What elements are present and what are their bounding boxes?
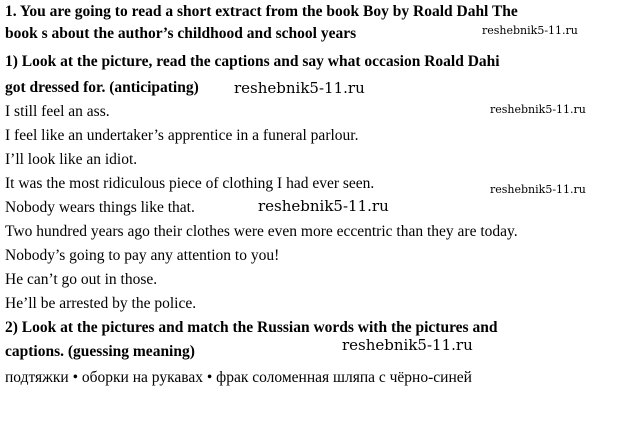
caption-4: It was the most ridiculous piece of clothing I had ever seen. [5, 175, 375, 192]
russian-words-line: подтяжки • оборки на рукавах • фрак соломенная шляпа с чёрно-синей [5, 369, 472, 386]
task1-line1: 1) Look at the picture, read the captions and say what occasion Roald Dahi [5, 53, 500, 70]
caption-9: He’ll be arrested by the police. [5, 295, 197, 312]
watermark: reshebnik5-11.ru [482, 24, 578, 37]
caption-2: I feel like an undertaker’s apprentice in a funeral parlour. [5, 127, 359, 144]
section1-heading-line2: book s about the author’s childhood and school years [5, 25, 357, 42]
section1-heading-line1: 1. You are going to read a short extract from the book Boy by Roald Dahl The [5, 3, 518, 20]
caption-8: He can’t go out in those. [5, 271, 158, 288]
caption-6: Two hundred years ago their clothes were even more eccentric than they are today. [5, 223, 518, 240]
caption-3: I’ll look like an idiot. [5, 151, 138, 168]
task2-line2: captions. (guessing meaning) [5, 343, 195, 360]
watermark: reshebnik5-11.ru [490, 103, 586, 116]
caption-7: Nobody’s going to pay any attention to you! [5, 247, 280, 264]
watermark: reshebnik5-11.ru [342, 336, 473, 354]
watermark: reshebnik5-11.ru [258, 197, 389, 215]
caption-5: Nobody wears things like that. [5, 199, 195, 216]
caption-1: I still feel an ass. [5, 103, 110, 120]
watermark: reshebnik5-11.ru [234, 79, 365, 97]
task1-line2: got dressed for. (anticipating) [5, 79, 199, 96]
watermark: reshebnik5-11.ru [490, 183, 586, 196]
task2-line1: 2) Look at the pictures and match the Russian words with the pictures and [5, 319, 498, 336]
